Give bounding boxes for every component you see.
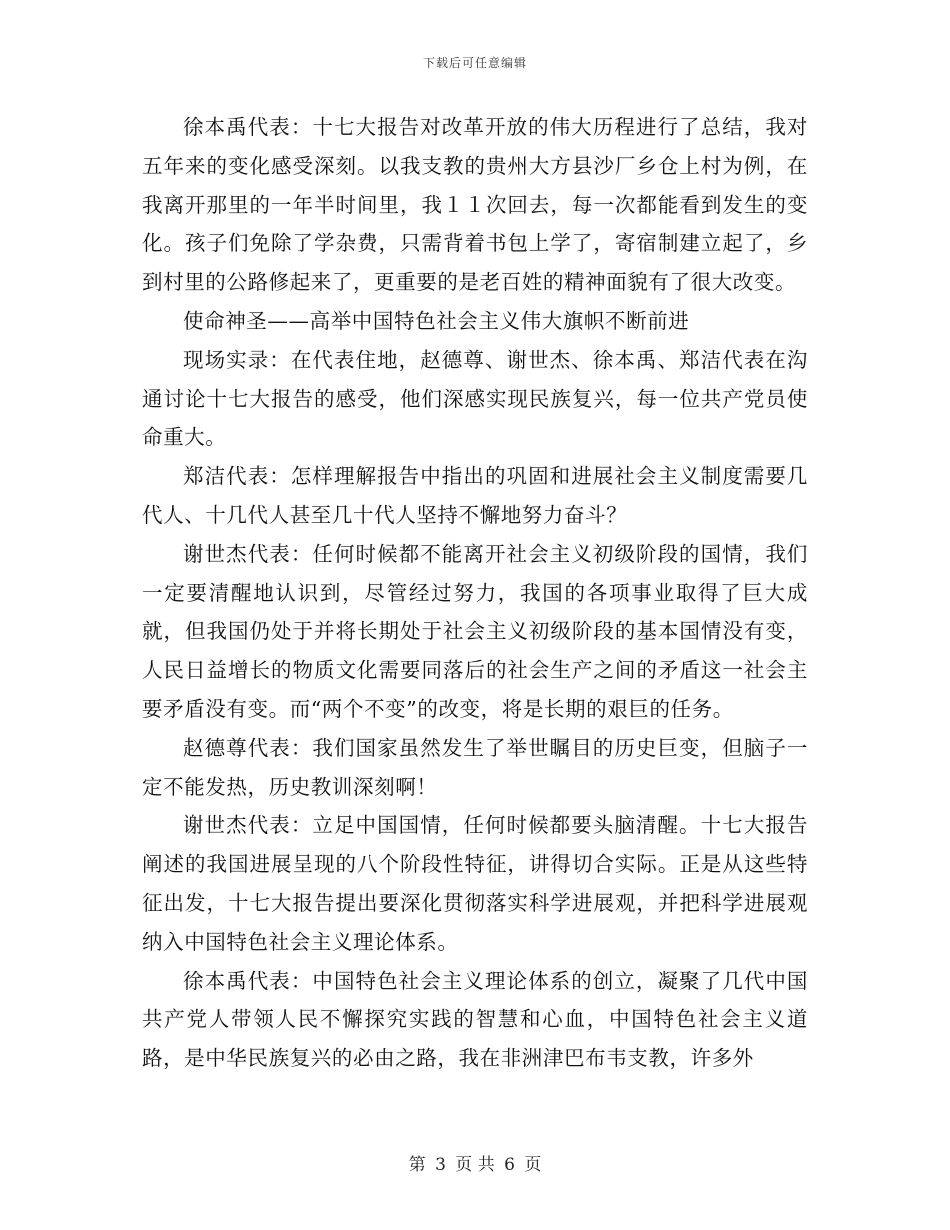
- paragraph: 郑洁代表：怎样理解报告中指出的巩固和进展社会主义制度需要几代人、十几代人甚至几十代人坚持不懈地努力奋斗？: [142, 464, 808, 527]
- paragraph: 赵德尊代表：我们国家虽然发生了举世瞩目的历史巨变，但脑子一定不能发热，历史教训深刻啊！: [142, 735, 808, 799]
- footer-middle: 页 共: [455, 1155, 495, 1175]
- paragraph: 现场实录：在代表住地，赵德尊、谢世杰、徐本禹、郑洁代表在沟通讨论十七大报告的感受，他们深感实现民族复兴，每一位共产党员使命重大。: [142, 347, 808, 450]
- page-footer: [0, 1150, 950, 1175]
- current-page-number: 3: [435, 1155, 446, 1175]
- footer-prefix: 第: [408, 1155, 426, 1175]
- paragraph: 谢世杰代表：任何时候都不能离开社会主义初级阶段的国情，我们一定要清醒地认识到，尽管经过努力，我国的各项事业取得了巨大成就，但我国仍处于并将长期处于社会主义初级阶段的基本国情没有变，人民日益增长的物质文化需要同落后的社会生产之间的矛盾这一社会主要矛盾没有变。而“两个不变”的改变，将是长期的艰巨的任务。: [142, 541, 808, 721]
- section-heading: 使命神圣——高举中国特色社会主义伟大旗帜不断前进: [183, 308, 690, 333]
- page-header: 下载后可任意编辑: [422, 56, 527, 70]
- paragraph: 徐本禹代表：十七大报告对改革开放的伟大历程进行了总结，我对五年来的变化感受深刻。以我支教的贵州大方县沙厂乡仓上村为例，在我离开那里的一年半时间里，我１１次回去，每一次都能看到发生的变化。孩子们免除了学杂费，只需背着书包上学了，寄宿制建立起了，乡到村里的公路修起来了，更重要的是老百姓的精神面貌有了很大改变。: [142, 115, 808, 295]
- total-page-number: 6: [504, 1155, 515, 1175]
- paragraph: 徐本禹代表：中国特色社会主义理论体系的创立，凝聚了几代中国共产党人带领人民不懈探究实践的智慧和心血，中国特色社会主义道路，是中华民族复兴的必由之路，我在非洲津巴布韦支教，许多外: [142, 968, 808, 1071]
- footer-suffix: 页: [524, 1155, 542, 1175]
- paragraph: 谢世杰代表：立足中国国情，任何时候都要头脑清醒。十七大报告阐述的我国进展呈现的八个阶段性特征，讲得切合实际。正是从这些特征出发，十七大报告提出要深化贯彻落实科学进展观，并把科学进展观纳入中国特色社会主义理论体系。: [142, 813, 808, 954]
- document-body: [142, 108, 808, 1078]
